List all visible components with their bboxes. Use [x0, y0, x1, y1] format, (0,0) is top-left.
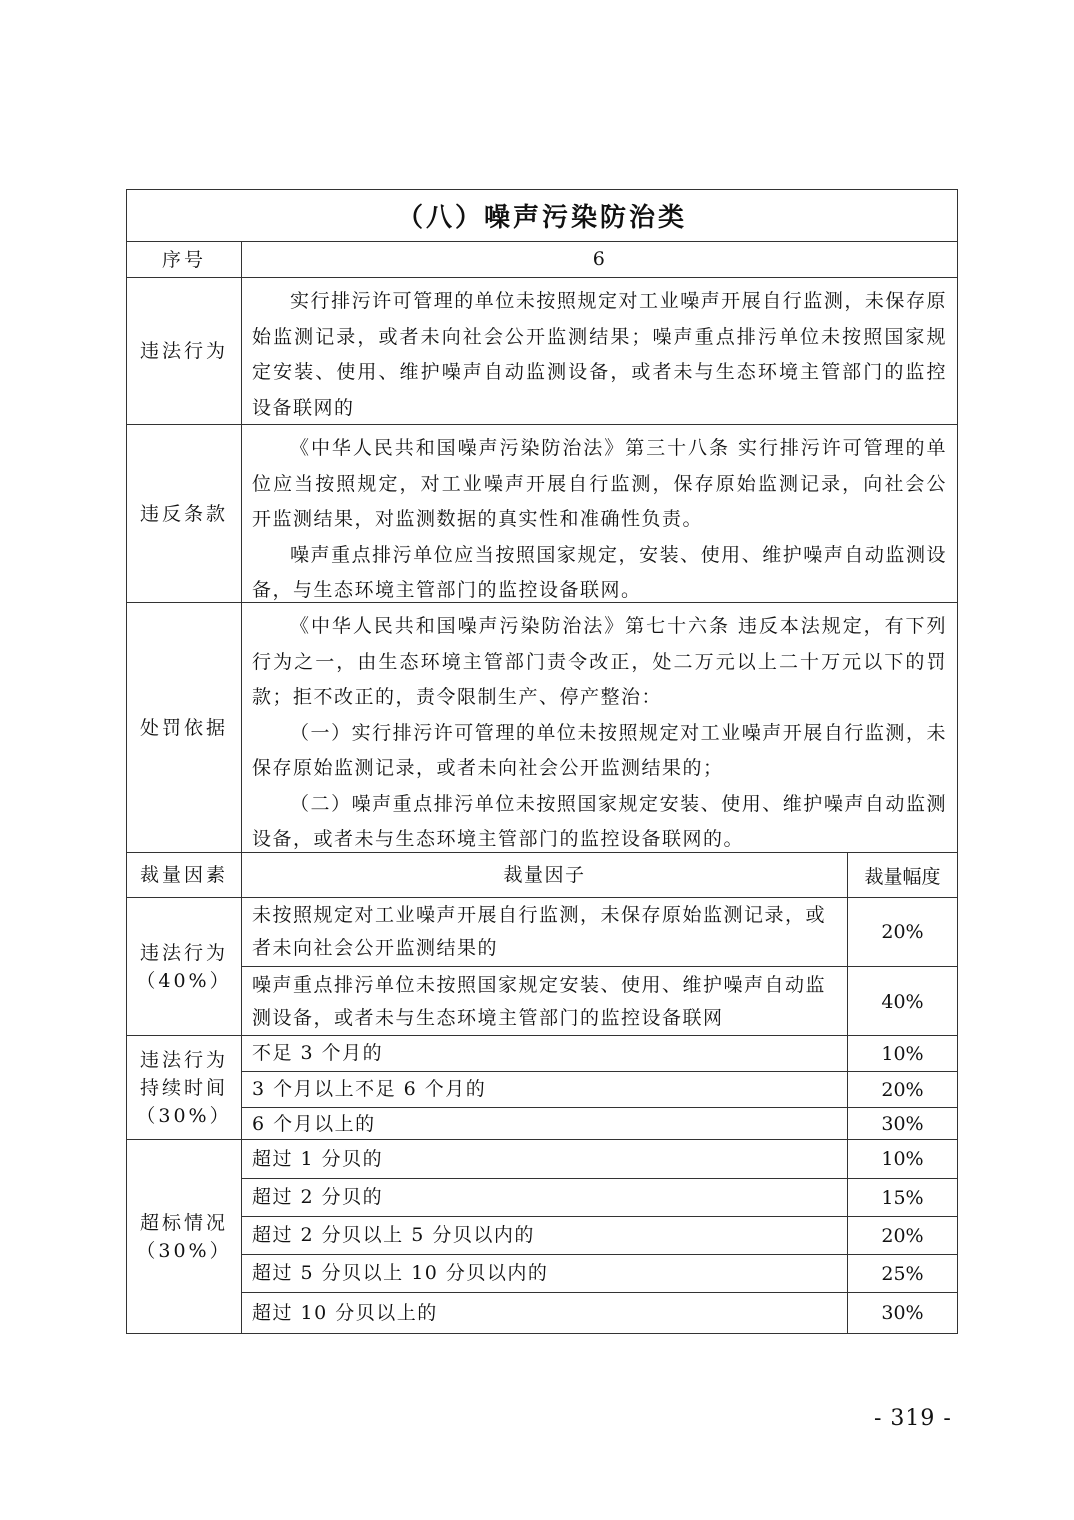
penalty-label: 处罚依据 — [127, 603, 242, 852]
factors-header: 裁量因子 — [242, 853, 848, 897]
factor-text: 6 个月以上的 — [242, 1108, 848, 1140]
factor-item — [242, 898, 957, 967]
factor-text: 超过 2 分贝的 — [242, 1179, 848, 1216]
page-number: - 319 - — [874, 1406, 952, 1431]
factor-text: 3 个月以上不足 6 个月的 — [242, 1072, 848, 1107]
penalty-cell — [242, 603, 957, 852]
factor-pct: 30% — [881, 1302, 924, 1324]
discretion-header-cells — [242, 853, 957, 897]
penalty-paragraph: 《中华人民共和国噪声污染防治法》第七十六条 违反本法规定，有下列行为之一，由生态环境主管部门责令改正，处二万元以上二十万元以下的罚款；拒不改正的，责令限制生产、停产整治： — [252, 615, 947, 708]
serial-cell — [242, 242, 957, 277]
penalty-row — [127, 603, 957, 853]
factor-pct: 40% — [881, 990, 924, 1013]
factor-pct: 10% — [881, 1148, 924, 1170]
factor-item — [242, 1255, 957, 1293]
penalty-paragraph: （一）实行排污许可管理的单位未按照规定对工业噪声开展自行监测，未保存原始监测记录，或者未向社会公开监测结果的； — [252, 721, 947, 779]
range-header: 裁量幅度 — [864, 865, 941, 888]
factor-text: 超过 10 分贝以上的 — [242, 1293, 848, 1333]
factor-item — [242, 967, 957, 1036]
clause-label: 违反条款 — [127, 425, 242, 602]
factor-text: 不足 3 个月的 — [242, 1036, 848, 1071]
violation-label: 违法行为 — [127, 278, 242, 424]
group-duration — [127, 1036, 957, 1140]
violation-cell — [242, 278, 957, 424]
factor-pct: 30% — [881, 1113, 924, 1135]
group-exceed — [127, 1140, 957, 1333]
factor-text: 超过 1 分贝的 — [242, 1140, 848, 1178]
discretion-table — [126, 189, 958, 1334]
serial-value: 6 — [592, 247, 607, 270]
penalty-paragraph: （二）噪声重点排污单位未按照国家规定安装、使用、维护噪声自动监测设备，或者未与生态环境主管部门的监控设备联网的。 — [252, 792, 947, 850]
factor-label: 裁量因素 — [127, 853, 242, 897]
factor-text: 超过 2 分贝以上 5 分贝以内的 — [242, 1217, 848, 1254]
factor-item — [242, 1108, 957, 1140]
factor-item — [242, 1140, 957, 1179]
group-label: 超标情况 （30%） — [127, 1140, 242, 1333]
clause-row — [127, 425, 957, 603]
factor-item — [242, 1293, 957, 1333]
violation-row — [127, 278, 957, 425]
discretion-header-row — [127, 853, 957, 898]
factor-pct: 20% — [881, 1224, 924, 1247]
factor-pct: 10% — [881, 1042, 924, 1065]
factor-text: 噪声重点排污单位未按照国家规定安装、使用、维护噪声自动监测设备，或者未与生态环境主管部门的监控设备联网 — [242, 967, 848, 1036]
violation-text: 实行排污许可管理的单位未按照规定对工业噪声开展自行监测，未保存原始监测记录，或者未向社会公开监测结果；噪声重点排污单位未按照国家规定安装、使用、维护噪声自动监测设备，或者未与生态环境主管部门的监控设备联网的 — [252, 290, 947, 419]
factor-item — [242, 1072, 957, 1108]
factor-pct: 20% — [881, 921, 924, 943]
factor-pct: 25% — [881, 1262, 924, 1285]
factor-item — [242, 1036, 957, 1072]
clause-paragraph: 噪声重点排污单位应当按照国家规定，安装、使用、维护噪声自动监测设备，与生态环境主管部门的监控设备联网。 — [252, 543, 947, 601]
clause-paragraph: 《中华人民共和国噪声污染防治法》第三十八条 实行排污许可管理的单位应当按照规定，对工业噪声开展自行监测，保存原始监测记录，向社会公开监测结果，对监测数据的真实性和准确性负责。 — [252, 437, 947, 530]
table-title-row — [127, 190, 957, 242]
factor-pct: 20% — [881, 1078, 924, 1101]
serial-row — [127, 242, 957, 278]
serial-label: 序号 — [127, 242, 242, 277]
factor-text: 未按照规定对工业噪声开展自行监测，未保存原始监测记录，或者未向社会公开监测结果的 — [242, 898, 848, 966]
clause-cell — [242, 425, 957, 602]
factor-pct: 15% — [881, 1186, 924, 1209]
factor-item — [242, 1179, 957, 1217]
factor-text: 超过 5 分贝以上 10 分贝以内的 — [242, 1255, 848, 1292]
group-label: 违法行为 （40%） — [127, 898, 242, 1035]
group-label: 违法行为 持续时间 （30%） — [127, 1036, 242, 1139]
group-violation — [127, 898, 957, 1036]
table-title: （八）噪声污染防治类 — [396, 203, 687, 233]
factor-item — [242, 1217, 957, 1255]
